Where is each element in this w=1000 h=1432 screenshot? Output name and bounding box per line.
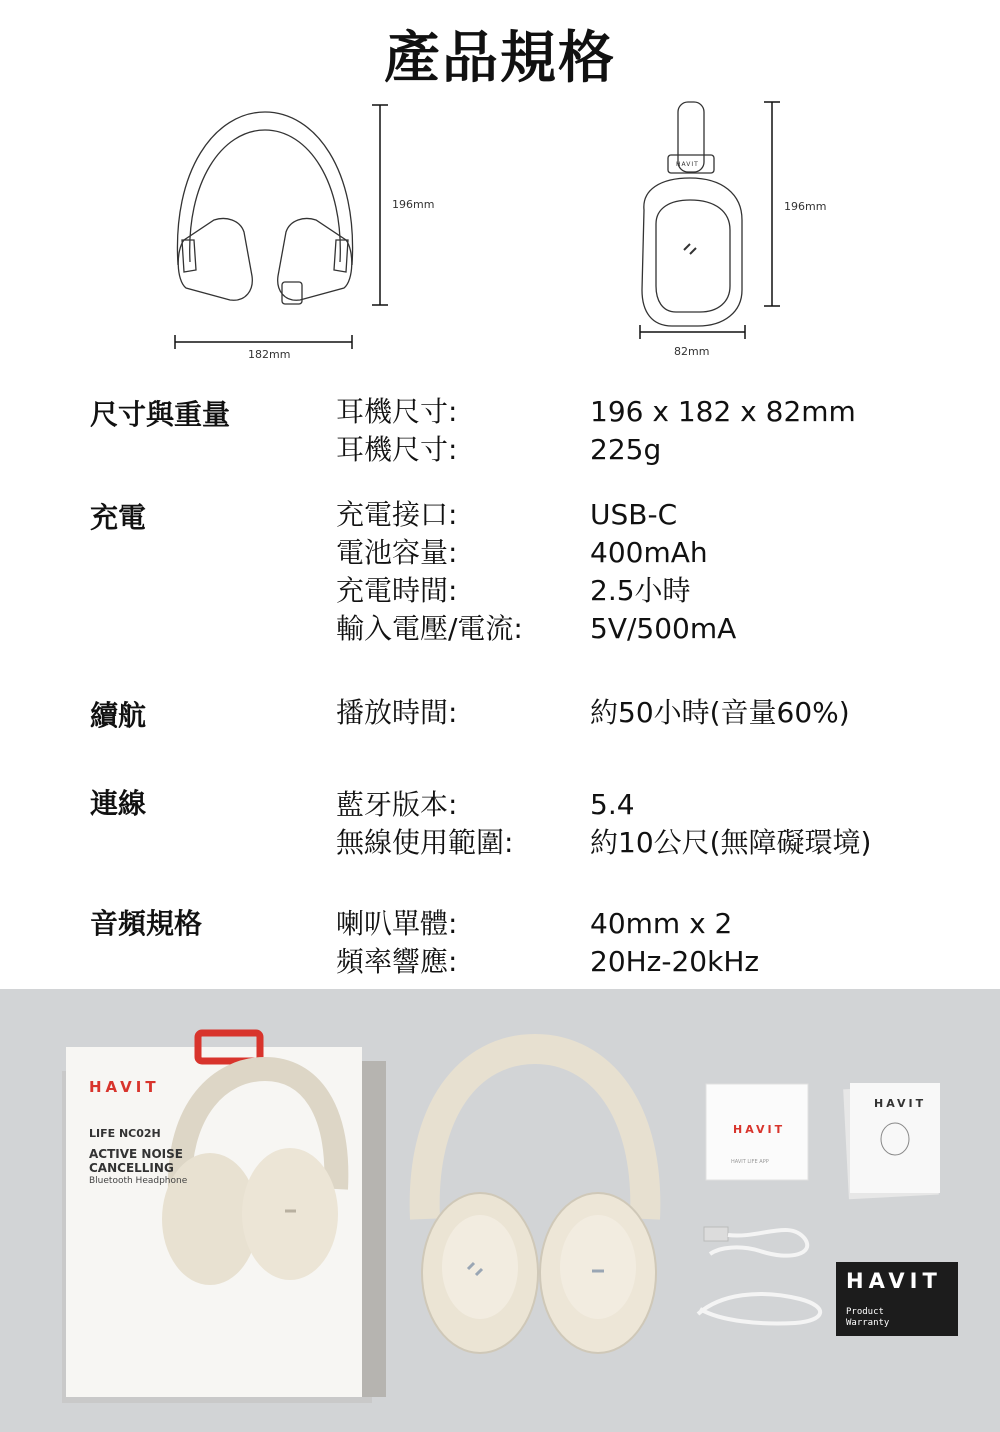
spec-category: 尺寸與重量	[90, 398, 231, 431]
page-title: 產品規格	[384, 26, 616, 91]
warranty-brand: HAVIT	[846, 1269, 942, 1293]
usb-cable	[698, 1227, 820, 1323]
app-card-brand: HAVIT	[733, 1123, 786, 1136]
spec-label: 電池容量:	[336, 536, 458, 569]
package-contents-photo	[0, 989, 1000, 1432]
dimension-diagram	[0, 90, 1000, 380]
dim-label-front-height: 196mm	[392, 198, 435, 211]
app-card-text: HAVIT LIFE APP	[731, 1159, 769, 1165]
spec-label: 耳機尺寸:	[336, 395, 458, 428]
spec-label: 頻率響應:	[336, 945, 458, 978]
spec-label: 充電時間:	[336, 574, 458, 607]
spec-value: 196 x 182 x 82mm	[590, 395, 856, 428]
spec-label: 輸入電壓/電流:	[336, 612, 523, 645]
spec-value: 5.4	[590, 788, 635, 821]
headphone-front-line-drawing	[177, 112, 352, 304]
spec-label: 播放時間:	[336, 696, 458, 729]
headphone-side-line-drawing	[642, 102, 742, 326]
spec-value: 400mAh	[590, 536, 708, 569]
box-model: LIFE NC02H	[89, 1127, 161, 1140]
spec-value: 225g	[590, 433, 662, 466]
headphone-product	[422, 1049, 656, 1353]
spec-category: 充電	[90, 501, 147, 534]
spec-value: 2.5小時	[590, 574, 691, 607]
dim-label-side-height: 196mm	[784, 200, 827, 213]
spec-value: 5V/500mA	[590, 612, 737, 645]
spec-category: 音頻規格	[90, 907, 203, 940]
spec-label: 耳機尺寸:	[336, 433, 458, 466]
spec-category: 續航	[90, 699, 147, 732]
package-contents-illustration	[0, 989, 1000, 1432]
manual-brand: HAVIT	[874, 1097, 927, 1110]
warranty-line-1: Product	[846, 1307, 884, 1317]
side-brand-label: HAVIT	[676, 161, 699, 168]
spec-value: USB-C	[590, 498, 678, 531]
dim-label-side-depth: 82mm	[674, 345, 710, 358]
spec-value: 20Hz-20kHz	[590, 945, 760, 978]
box-tagline-1: ACTIVE NOISE	[89, 1147, 183, 1161]
box-tagline-2: CANCELLING	[89, 1161, 174, 1175]
dim-label-front-width: 182mm	[248, 348, 291, 361]
box-tagline-3: Bluetooth Headphone	[89, 1176, 188, 1186]
spec-label: 喇叭單體:	[336, 907, 458, 940]
spec-value: 約50小時(音量60%)	[590, 696, 850, 729]
spec-value: 約10公尺(無障礙環境)	[590, 826, 872, 859]
spec-label: 藍牙版本:	[336, 788, 458, 821]
spec-value: 40mm x 2	[590, 907, 733, 940]
spec-label: 充電接口:	[336, 498, 458, 531]
warranty-line-2: Warranty	[846, 1318, 890, 1328]
box-brand-logo: HAVIT	[89, 1078, 160, 1096]
spec-category: 連線	[90, 787, 147, 820]
spec-label: 無線使用範圍:	[336, 826, 514, 859]
